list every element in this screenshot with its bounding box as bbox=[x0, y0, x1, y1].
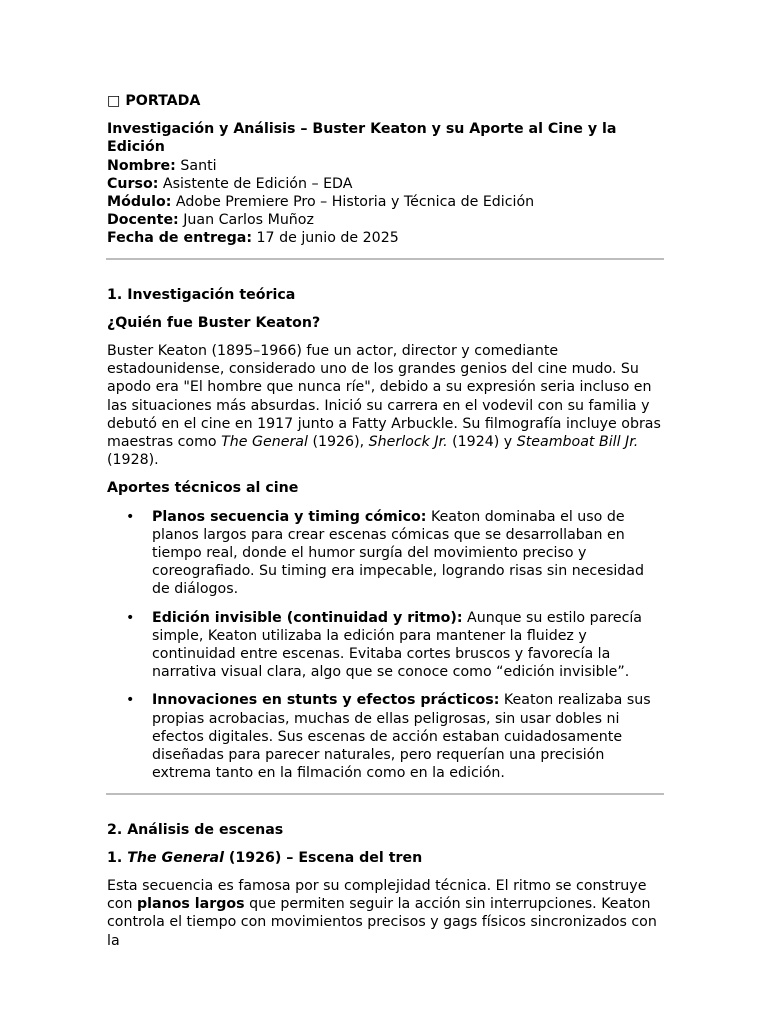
scene-paragraph: Esta secuencia es famosa por su complejidad técnica. El ritmo se construye con planos largos que permiten seguir la acción sin interrupciones. Keaton controla el tiempo con movimientos precisos y gags físicos sincronizados con la bbox=[107, 877, 657, 949]
cover-icon: □ bbox=[107, 93, 121, 109]
bullet-icon: • bbox=[126, 508, 135, 525]
bio-paragraph: Buster Keaton (1895–1966) fue un actor, director y comediante estadounidense, considerado uno de los grandes genios del cine mudo. Su apodo era "El hombre que nunca ríe", debido a su expresión seria incluso en las situaciones más absurdas. Inició su carrera en el vodevil con su familia y debutó en el cine en 1917 junto a Fatty Arbuckle. Su filmografía incluye obras maestras como The General (1926), Sherlock Jr. (1924) y Steamboat Bill Jr. (1928). bbox=[107, 343, 661, 469]
film-title: Steamboat Bill Jr. bbox=[516, 434, 639, 451]
list-item: • Planos secuencia y timing cómico: Keaton dominaba el uso de planos largos para crear escenas cómicas que se desarrollaban en tiempo real, donde el humor surgía del movimiento preciso y coreografiado. Su timing era impecable, logrando risas sin necesidad de diálogos. bbox=[126, 508, 644, 598]
field-nombre: Nombre: Santi bbox=[107, 157, 217, 174]
field-fecha: Fecha de entrega: 17 de junio de 2025 bbox=[107, 230, 399, 247]
cover-fields bbox=[107, 157, 663, 248]
bullet-icon: • bbox=[126, 692, 135, 709]
list-item: • Edición invisible (continuidad y ritmo): Aunque su estilo parecía simple, Keaton utilizaba la edición para mantener la fluidez y continuidad entre escenas. Evitaba cortes bruscos y favorecía la narrativa visual clara, algo que se conoce como “edición invisible”. bbox=[126, 609, 643, 681]
document-page bbox=[107, 92, 663, 950]
section1-title: 1. Investigación teórica bbox=[107, 286, 296, 303]
list-item: • Innovaciones en stunts y efectos prácticos: Keaton realizaba sus propias acrobacias, muchas de ellas peligrosas, sin usar dobles ni efectos digitales. Sus escenas de acción estaban cuidadosamente diseñadas para parecer naturales, pero requerían una precisión extrema tanto en la filmación como en la edición. bbox=[126, 692, 651, 782]
film-title: Sherlock Jr. bbox=[368, 434, 448, 451]
scene-heading: 1. The General (1926) – Escena del tren bbox=[107, 849, 423, 866]
field-modulo: Módulo: Adobe Premiere Pro – Historia y Técnica de Edición bbox=[107, 194, 535, 211]
divider bbox=[106, 793, 664, 795]
aportes-list bbox=[107, 508, 663, 783]
field-curso: Curso: Asistente de Edición – EDA bbox=[107, 175, 353, 192]
film-title: The General bbox=[221, 434, 308, 451]
section2-title: 2. Análisis de escenas bbox=[107, 821, 284, 838]
film-title: The General bbox=[127, 849, 224, 866]
document-title: Investigación y Análisis – Buster Keaton y su Aporte al Cine y la Edición bbox=[107, 121, 617, 156]
field-docente: Docente: Juan Carlos Muñoz bbox=[107, 212, 314, 229]
cover-label: □ PORTADA bbox=[107, 93, 201, 109]
bullet-icon: • bbox=[126, 609, 135, 626]
divider bbox=[106, 258, 664, 260]
aportes-heading: Aportes técnicos al cine bbox=[107, 480, 299, 497]
question-heading: ¿Quién fue Buster Keaton? bbox=[107, 314, 321, 331]
